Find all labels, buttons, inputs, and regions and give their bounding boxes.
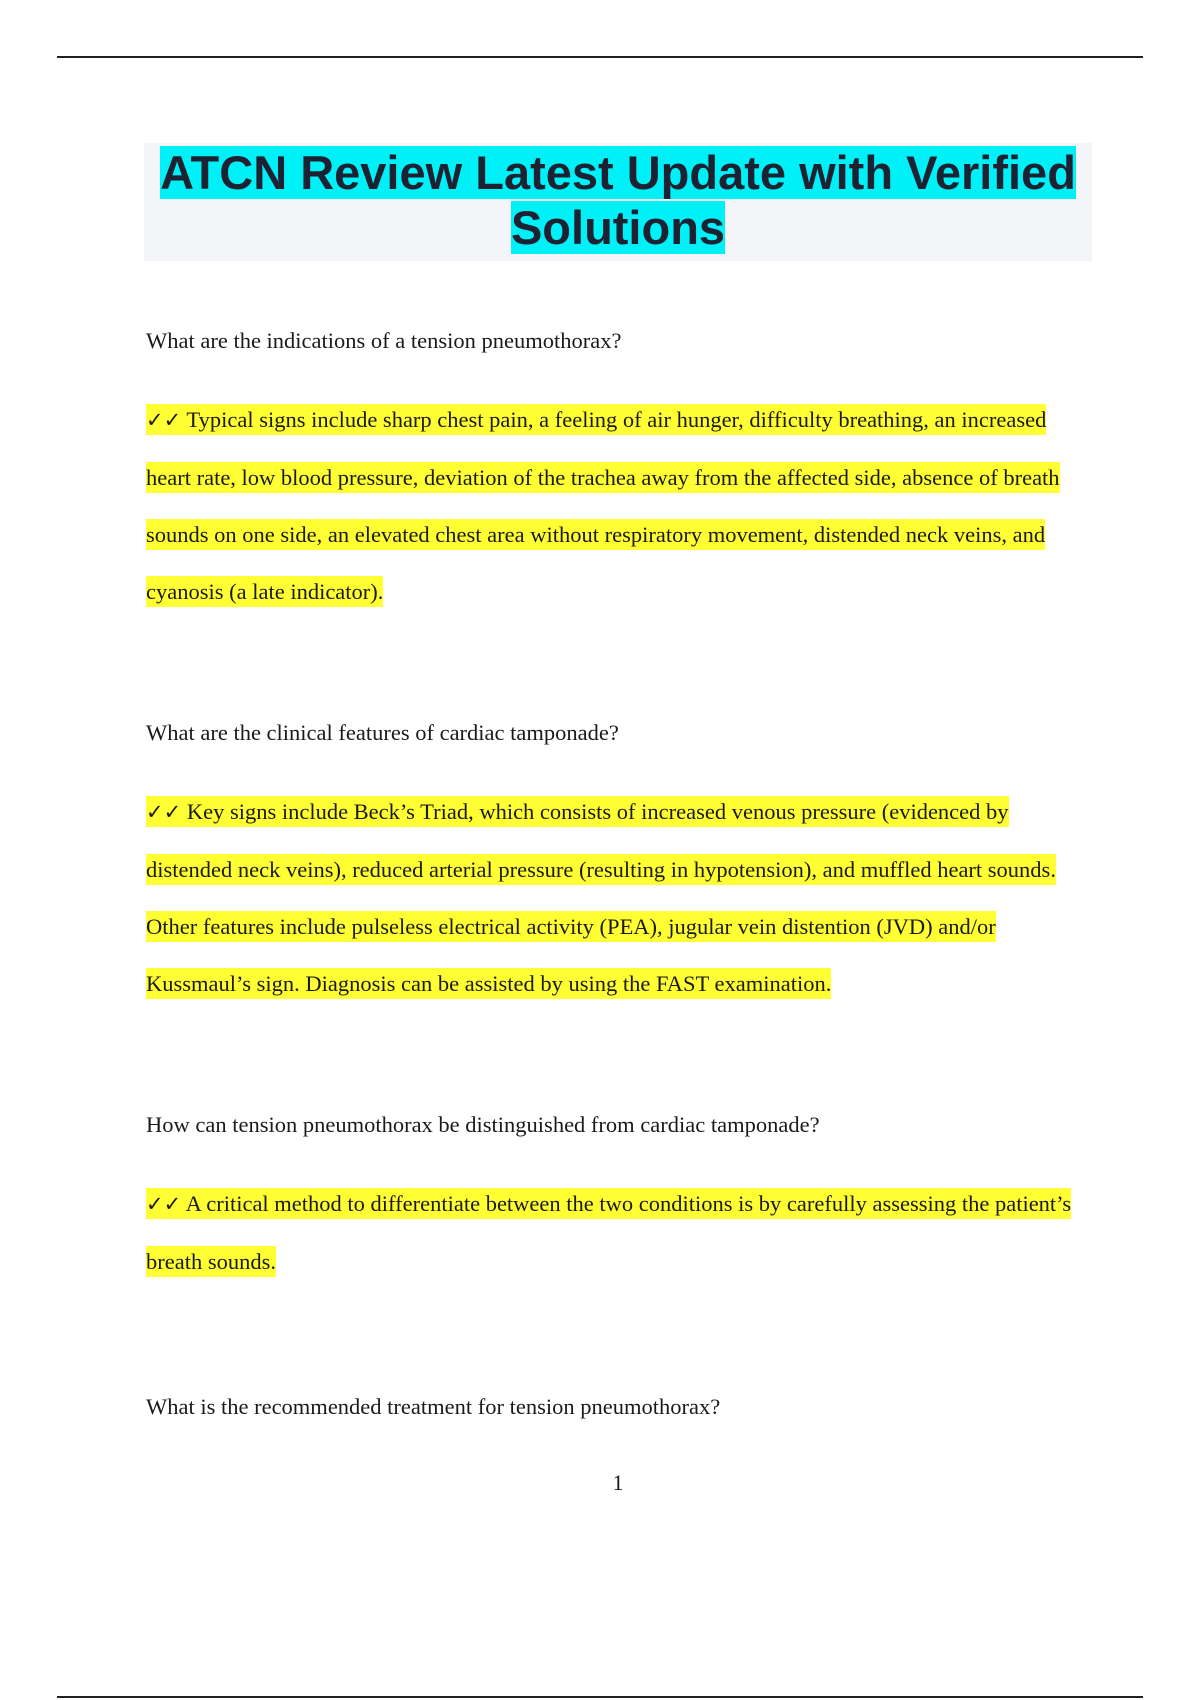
question-text: What is the recommended treatment for tension pneumothorax? <box>146 1394 721 1419</box>
checkmark-icon: ✓✓ <box>146 408 182 432</box>
checkmark-icon: ✓✓ <box>146 800 182 824</box>
page-number: 1 <box>612 1470 624 1495</box>
checkmark-icon: ✓✓ <box>146 1192 182 1216</box>
qa-item-1 <box>146 326 1096 620</box>
title-block <box>144 143 1092 261</box>
footer-rule <box>57 1696 1143 1698</box>
qa-item-3 <box>146 1110 1096 1290</box>
answer-text: ✓✓ A critical method to differentiate between the two conditions is by carefully assessing the patient’s breath sounds. <box>146 1175 1096 1290</box>
question-text: What are the indications of a tension pneumothorax? <box>146 328 622 353</box>
header-rule <box>57 56 1143 58</box>
question-text: What are the clinical features of cardiac tamponade? <box>146 720 619 745</box>
answer-text: ✓✓ Typical signs include sharp chest pain, a feeling of air hunger, difficulty breathing, an increased heart rate, low blood pressure, deviation of the trachea away from the affected side, absence of breath sounds on one side, an elevated chest area without respiratory movement, distended neck veins, and cyanosis (a late indicator). <box>146 391 1096 620</box>
answer-text: ✓✓ Key signs include Beck’s Triad, which consists of increased venous pressure (evidenced by distended neck veins), reduced arterial pressure (resulting in hypotension), and muffled heart sounds. Other features include pulseless electrical activity (PEA), jugular vein distention (JVD) and/or Kussmaul’s sign. Diagnosis can be assisted by using the FAST examination. <box>146 783 1096 1012</box>
question-text: How can tension pneumothorax be distinguished from cardiac tamponade? <box>146 1112 820 1137</box>
document-title: ATCN Review Latest Update with Verified Solutions <box>160 146 1076 254</box>
qa-item-4 <box>146 1392 1096 1422</box>
qa-item-2 <box>146 718 1096 1012</box>
